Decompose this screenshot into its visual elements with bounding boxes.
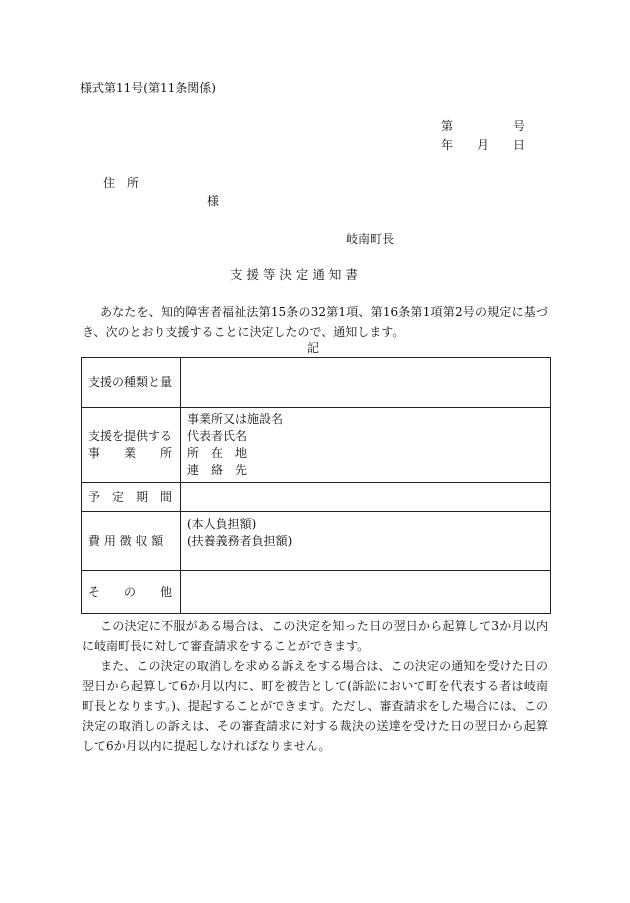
period-label: 予 定 期 間 [82, 483, 181, 512]
other-value [181, 571, 551, 614]
period-value [181, 483, 551, 512]
document-number-dai: 第 [441, 119, 454, 133]
provider-field-representative: 代表者氏名 [187, 429, 248, 443]
notes-paragraph-2: また、この決定の取消しを求める訴えをする場合は、この決定の通知を受けた日の翌日から起算して6か月以内に、町を被告として(訴訟において町を代表する者は岐南町長となります。)、提起することができます。ただし、審査請求をした場合には、この決定の取消しの訴えは、その審査請求に対する裁決の送達を受けた日の翌日から起算して6か月以内に提起しなければなりません。 [82, 659, 548, 753]
provider-fields [181, 408, 551, 483]
decision-table [81, 357, 551, 614]
notes-paragraph-1: この決定に不服がある場合は、この決定を知った日の翌日から起算して3か月以内に岐南町長に対して審査請求をすることができます。 [82, 619, 548, 653]
date-month: 月 [477, 138, 490, 152]
provider-field-facility-name: 事業所又は施設名 [187, 412, 284, 426]
fee-field-self: (本人負担額) [187, 517, 257, 531]
provider-label-line1: 支援を提供する [88, 429, 173, 443]
provider-field-address: 所 在 地 [187, 446, 248, 460]
notes-section [82, 616, 548, 756]
recipient-honorific: 様 [207, 194, 220, 208]
provider-row [82, 408, 551, 483]
other-label: そ の 他 [82, 571, 181, 614]
document-number-go: 号 [513, 119, 526, 133]
date-year: 年 [441, 138, 454, 152]
support-type-row [82, 358, 551, 408]
fee-label: 費 用 徴 収 額 [82, 512, 181, 571]
date-day: 日 [513, 138, 526, 152]
intro-text: あなたを、知的障害者福祉法第15条の32第1項、第16条第1項第2号の規定に基づき、次のとおり支援することに決定したので、通知します。 [82, 305, 548, 339]
ki-heading: 記 [307, 341, 320, 355]
period-row [82, 483, 551, 512]
fee-fields [181, 512, 551, 571]
provider-label [82, 408, 181, 483]
form-number: 様式第11号(第11条関係) [80, 81, 216, 95]
other-row [82, 571, 551, 614]
document-title: 支 援 等 決 定 通 知 書 [230, 267, 358, 282]
fee-row [82, 512, 551, 571]
support-type-label: 支援の種類と量 [82, 358, 181, 408]
fee-field-guardian: (扶養義務者負担額) [187, 534, 293, 548]
intro-paragraph [82, 302, 548, 342]
address-label: 住 所 [103, 176, 140, 190]
provider-field-contact: 連 絡 先 [187, 463, 248, 477]
issuer-name: 岐南町長 [346, 232, 395, 246]
support-type-value [181, 358, 551, 408]
provider-label-line2: 事 業 所 [88, 446, 173, 460]
